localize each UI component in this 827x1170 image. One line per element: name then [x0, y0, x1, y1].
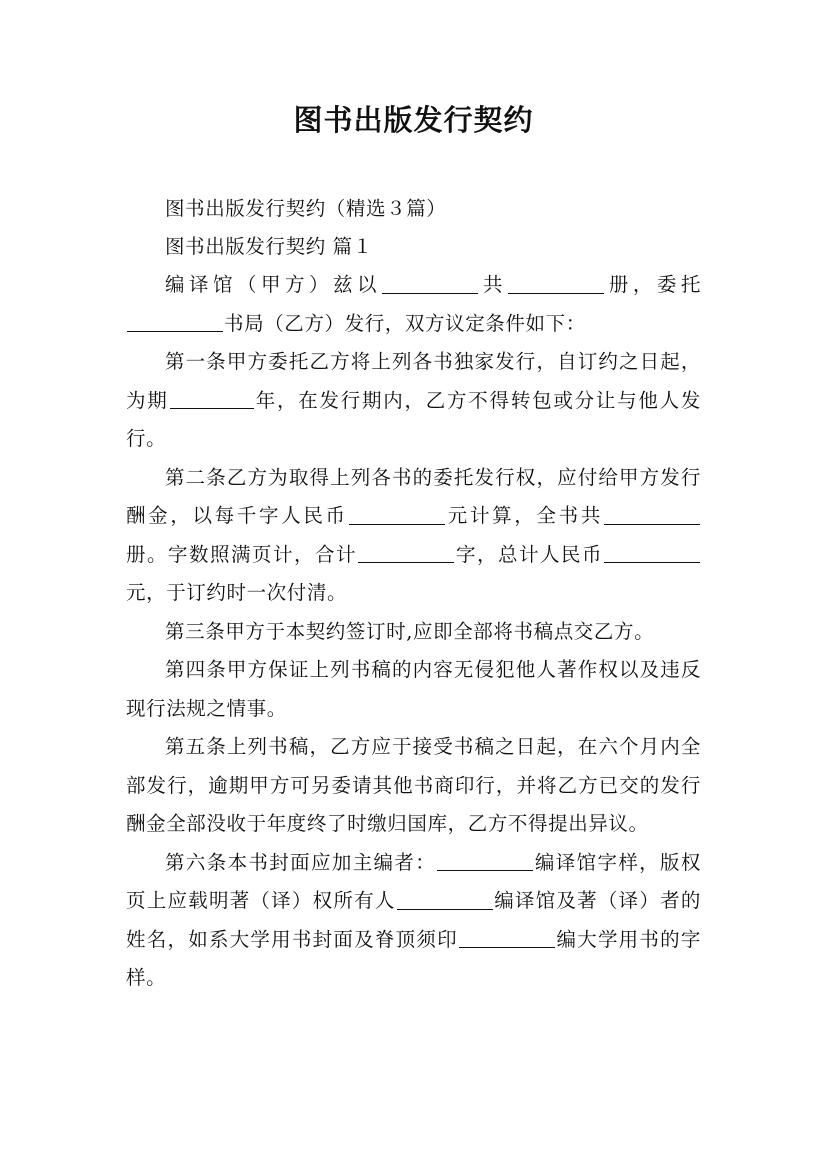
blank-line: [604, 542, 700, 563]
article-6: [126, 844, 701, 998]
paragraph-intro: [126, 266, 701, 343]
article-1: [126, 343, 701, 459]
article-3: 第三条甲方于本契约签订时,应即全部将书稿点交乙方。: [165, 619, 655, 643]
blank-line: [170, 388, 254, 409]
blank-line: [382, 272, 478, 293]
blank-line: [127, 311, 223, 332]
text-segment: 册，委托: [604, 273, 701, 296]
blank-line: [437, 850, 533, 871]
article-4: 第四条甲方保证上列书稿的内容无侵犯他人著作权以及违反现行法规之情事。: [126, 658, 701, 720]
blank-line: [604, 503, 700, 524]
text-segment: 共: [479, 273, 507, 296]
text-segment: 第一条甲方委托乙方将上列各书独家发行，自订约之日起，为期: [126, 350, 701, 412]
blank-line: [459, 927, 555, 948]
text-segment: 编译馆及著（译）者的姓名，如系大学用书封面及脊顶须印: [126, 889, 701, 951]
article-5: 第五条上列书稿，乙方应于接受书稿之日起，在六个月内全部发行，逾期甲方可另委请其他书商印行，并将乙方已交的发行酬金全部没收于年度终了时缴归国库，乙方不得提出异议。: [126, 735, 701, 835]
blank-line: [508, 272, 604, 293]
blank-line: [349, 503, 445, 524]
text-segment: 年，在发行期内，乙方不得转包或分让与他人发行。: [126, 388, 701, 450]
document-title: 图书出版发行契约: [293, 103, 534, 137]
text-segment: 第六条本书封面应加主编者：: [165, 850, 437, 874]
document-body: [126, 190, 701, 998]
text-segment: 编译馆字样，版权页上应载明著（译）权所有人: [126, 850, 701, 912]
blank-line: [397, 888, 493, 909]
text-segment: 元，于订约时一次付清。: [126, 581, 348, 604]
blank-line: [358, 542, 454, 563]
text-segment: 册。字数照满页计，合计: [126, 542, 358, 566]
text-segment: 第二条乙方为取得上列各书的委托发行权，应付给甲方发行酬金，以每千字人民币: [126, 465, 701, 527]
article-2: [126, 459, 701, 613]
text-segment: 书局（乙方）发行，双方议定条件如下：: [224, 311, 586, 335]
subtitle-line: 图书出版发行契约（精选３篇）: [165, 197, 447, 220]
text-segment: 编大学用书的字样。: [126, 927, 701, 989]
section-heading: 图书出版发行契约 篇１: [165, 235, 373, 258]
text-segment: 元计算，全书共: [445, 504, 603, 527]
text-segment: 编译馆（甲方）兹以: [165, 273, 382, 296]
text-segment: 字，总计人民币: [455, 542, 603, 566]
